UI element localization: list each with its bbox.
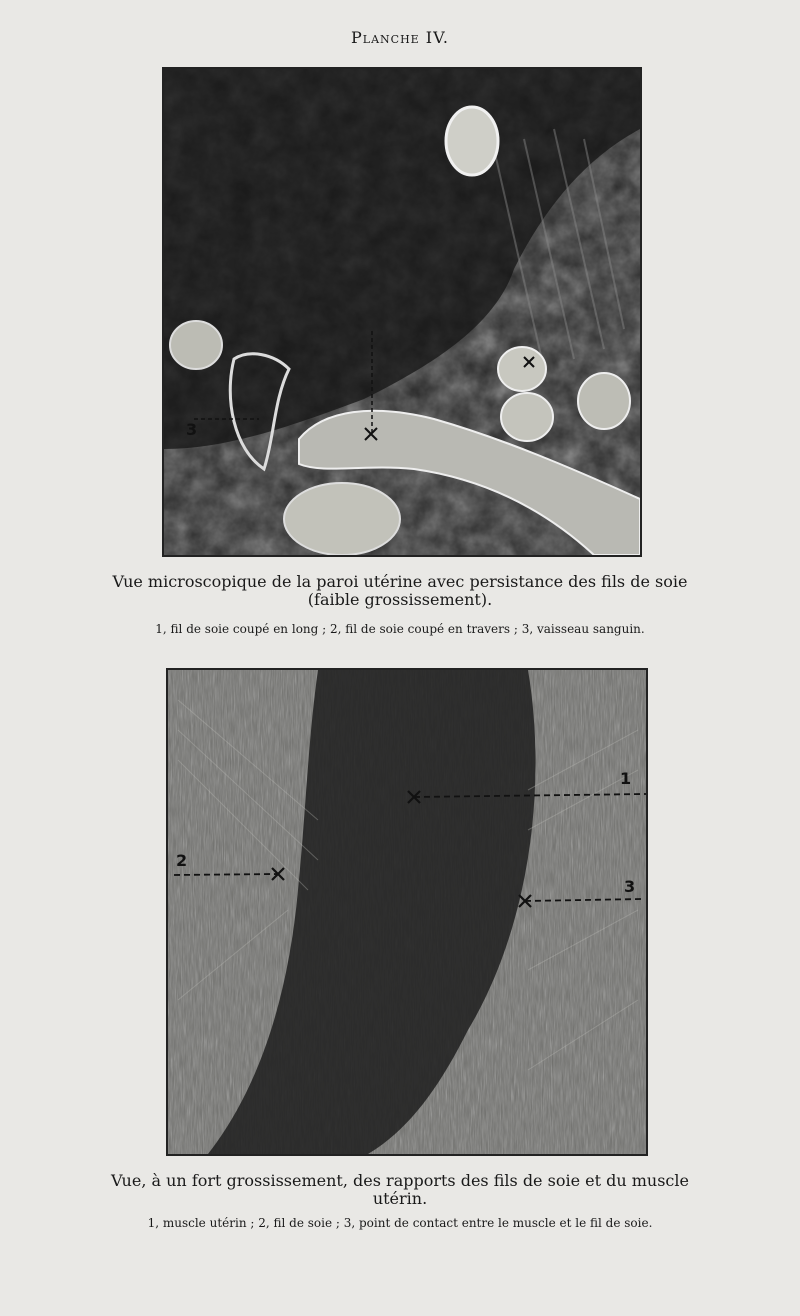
plate-title: Planche IV. xyxy=(351,28,449,47)
marker-label-3: 3 xyxy=(186,420,198,439)
caption-bottom: Vue, à un fort grossissement, des rapports des fils de soie et du muscle utérin. xyxy=(111,1171,689,1208)
marker-label-2: 2 xyxy=(176,851,188,870)
marker-label-1: 1 xyxy=(620,769,632,788)
legend-bottom: 1, muscle utérin ; 2, fil de soie ; 3, point de contact entre le muscle et le fil de soie. xyxy=(147,1216,653,1230)
caption-top: Vue microscopique de la paroi utérine avec persistance des fils de soie (faible grossissement). xyxy=(112,572,688,609)
micrograph-top xyxy=(162,67,642,557)
marker-label-3: 3 xyxy=(624,877,636,896)
micrograph-bottom xyxy=(166,668,648,1156)
legend-top: 1, fil de soie coupé en long ; 2, fil de soie coupé en travers ; 3, vaisseau sanguin. xyxy=(155,622,645,636)
